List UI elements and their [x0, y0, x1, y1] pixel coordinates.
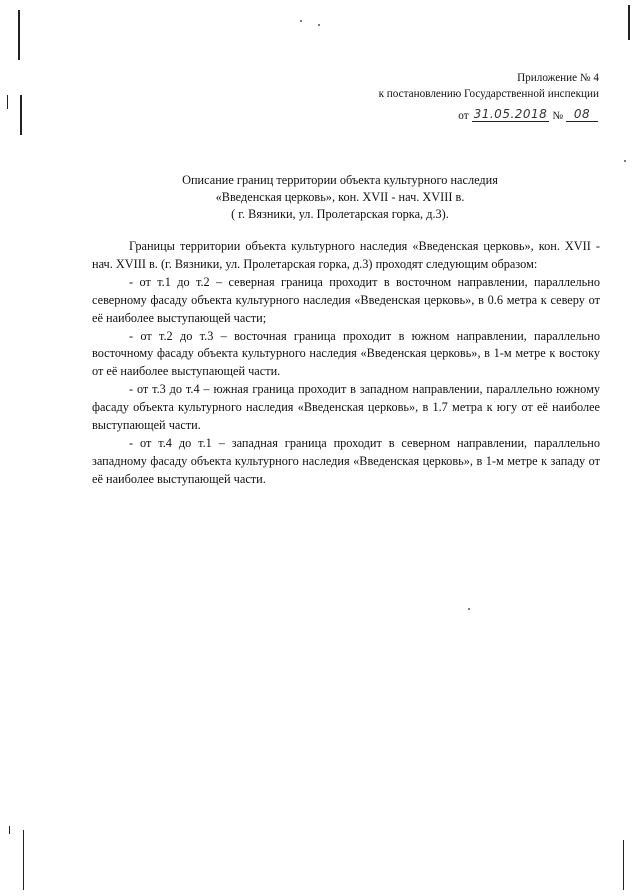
date-prefix: от [458, 110, 469, 122]
annex-number: Приложение № 4 [517, 72, 599, 84]
scan-edge-left-tick [9, 826, 10, 834]
boundary-item-2: - от т.2 до т.3 – восточная граница проходит в южном направлении, параллельно восточному фасаду объекта культурного наследия «Введенская церковь», в 1-м метре к востоку от её наиболее выступающей части. [92, 328, 600, 379]
boundary-item-4: - от т.4 до т.1 – западная граница проходит в северном направлении, параллельно западному фасаду объекта культурного наследия «Введенская церковь», в 1-м метре к западу от её наиболее выступающей части. [92, 435, 600, 486]
intro-paragraph: Границы территории объекта культурного наследия «Введенская церковь», кон. XVII - нач. XVIII в. (г. Вязники, ул. Пролетарская горка, д.3) проходят следующим образом: [92, 239, 600, 271]
annex-reference: к постановлению Государственной инспекции [378, 88, 599, 100]
scan-speck [300, 20, 302, 22]
boundary-item-3: - от т.3 до т.4 – южная граница проходит в западном направлении, параллельно южному фасаду объекта культурного наследия «Введенская церковь», в 1.7 метра к югу от её наиболее выступающей части. [92, 382, 600, 433]
scan-speck [468, 608, 470, 610]
handwritten-date: 31.05.2018 [473, 107, 548, 121]
scan-edge-left-mid2 [20, 95, 22, 135]
scan-speck [318, 24, 320, 26]
scan-edge-left-top [18, 10, 20, 60]
document-title [100, 172, 580, 223]
scan-edge-right-top [628, 5, 630, 40]
scan-edge-left-bottom [23, 830, 24, 890]
scan-edge-left-mid [7, 95, 8, 109]
scan-edge-right-bottom [623, 840, 624, 890]
annex-header [379, 70, 599, 102]
scan-speck [624, 160, 626, 162]
document-body [92, 238, 600, 489]
date-number-row [458, 107, 598, 122]
title-line-1: Описание границ территории объекта культурного наследия [182, 173, 498, 187]
number-prefix: № [552, 110, 563, 122]
handwritten-number: 08 [566, 107, 598, 122]
title-line-2: «Введенская церковь», кон. XVII - нач. XVIII в. [215, 190, 465, 204]
boundary-item-1: - от т.1 до т.2 – северная граница проходит в восточном направлении, параллельно северному фасаду объекта культурного наследия «Введенская церковь», в 0.6 метра к северу от её наиболее выступающей части; [92, 274, 600, 325]
title-line-3: ( г. Вязники, ул. Пролетарская горка, д.3). [231, 207, 449, 221]
